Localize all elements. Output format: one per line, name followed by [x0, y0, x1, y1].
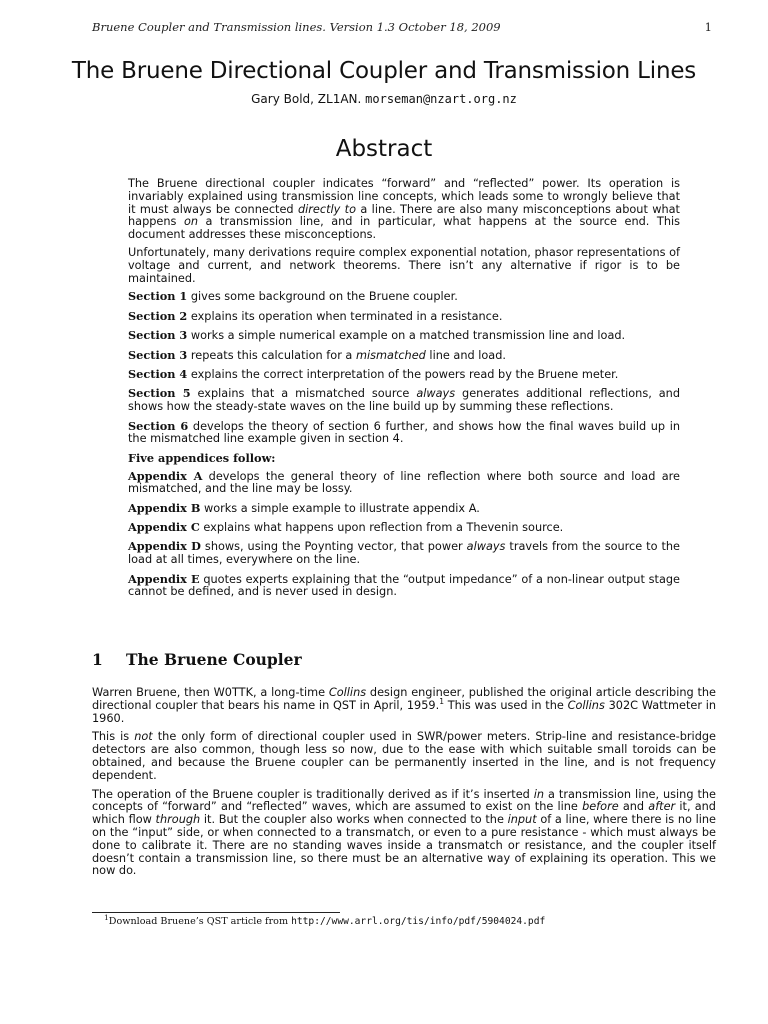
- appendix-summary-item: Appendix E quotes experts explaining that the “output impedance” of a non-linear output stage cannot be defined, and is never used in design.: [128, 571, 680, 599]
- abstract-body: [128, 178, 680, 605]
- section-summary-item: Section 6 develops the theory of section 6 further, and shows how the final waves build up in the mismatched line example given in section 4.: [128, 418, 681, 446]
- body-paragraph: This is not the only form of directional coupler used in SWR/power meters. Strip-line and resistance-bridge detectors are also common, though less so now, due to the ease with which suitable small toroids can be obtained, and because the Bruene coupler can be permanently inserted in the line, and is not frequency dependent.: [92, 730, 716, 782]
- author-name: Gary Bold, ZL1AN.: [251, 92, 362, 106]
- author-email[interactable]: morseman@nzart.org.nz: [365, 92, 517, 106]
- appendix-summary-item: Appendix A develops the general theory of line reflection where both source and load are mismatched, and the line may be lossy.: [128, 468, 680, 496]
- footnote-number: 1: [104, 912, 109, 922]
- section-summary-item: Section 3 repeats this calculation for a mismatched line and load.: [128, 347, 506, 362]
- section-number: 1: [92, 650, 103, 669]
- abstract-paragraph: Unfortunately, many derivations require complex exponential notation, phasor representations of voltage and current, and network theorems. There isn’t any alternative if rigor is to be maintained.: [128, 245, 680, 285]
- section-summary-item: Section 2 explains its operation when terminated in a resistance.: [128, 308, 503, 323]
- paper-title: The Bruene Directional Coupler and Transmission Lines: [71, 58, 697, 84]
- running-title: Bruene Coupler and Transmission lines. Version 1.3 October 18, 2009: [92, 20, 501, 34]
- appendix-summary-item: Appendix B works a simple example to illustrate appendix A.: [128, 500, 480, 515]
- body-paragraph: The operation of the Bruene coupler is traditionally derived as if it’s inserted in a transmission line, using the concepts of “forward” and “reflected” waves, which are assumed to exist on the line before and after it, and which flow through it. But the coupler also works when connected to the input of a line, where there is no line on the “input” side, or when connected to a transmatch, or even to a pure resistance - which must always be done to calibrate it. There are no standing waves inside a transmatch or resistance, and the coupler itself doesn’t contain a transmission line, so there must be an alternative way of explaining its operation. This we now do.: [92, 787, 716, 878]
- section-summary-item: Section 5 explains that a mismatched source always generates additional reflections, and shows how the steady-state waves on the line build up by summing these reflections.: [128, 386, 681, 414]
- appendix-summary-item: Appendix D shows, using the Poynting vector, that power always travels from the source to the load at all times, everywhere on the line.: [128, 539, 680, 567]
- section-summary-item: Section 1 gives some background on the Bruene coupler.: [128, 289, 458, 304]
- footnote-rule: [92, 912, 340, 913]
- section-summary-item: Section 3 works a simple numerical example on a matched transmission line and load.: [128, 328, 626, 343]
- body-paragraph: Warren Bruene, then W0TTK, a long-time Collins design engineer, published the original article describing the directional coupler that bears his name in QST in April, 1959.$^1$ This was used in the Collins 302C Wattmeter in 1960.: [92, 686, 717, 725]
- section-heading: [92, 650, 302, 669]
- footnote-marker[interactable]: 1: [439, 697, 444, 707]
- section-summary-item: Section 4 explains the correct interpretation of the powers read by the Bruene meter.: [128, 366, 619, 381]
- section-title: The Bruene Coupler: [126, 650, 302, 669]
- running-header: [92, 20, 712, 34]
- author-line: [0, 92, 768, 106]
- abstract-heading: Abstract: [335, 136, 433, 162]
- footnote-text: Download Bruene’s QST article from: [108, 916, 292, 927]
- appendix-summary-item: Appendix C explains what happens upon reflection from a Thevenin source.: [128, 520, 564, 535]
- abstract-paragraph: The Bruene directional coupler indicates “forward” and “reflected” power. Its operation is invariably explained using transmission line concepts, which leads some to wrongly believe that it must always be connected directly to a line. There are also many misconceptions about what happens on a transmission line, and in particular, what happens at the source end. This document addresses these misconceptions.: [128, 177, 680, 242]
- appendices-heading: Five appendices follow:: [128, 450, 276, 465]
- page-number: 1: [704, 20, 712, 34]
- section-body: [92, 687, 716, 884]
- footnote-url-link[interactable]: http://www.arrl.org/tis/info/pdf/5904024.pdf: [291, 916, 546, 927]
- footnote: [104, 912, 546, 927]
